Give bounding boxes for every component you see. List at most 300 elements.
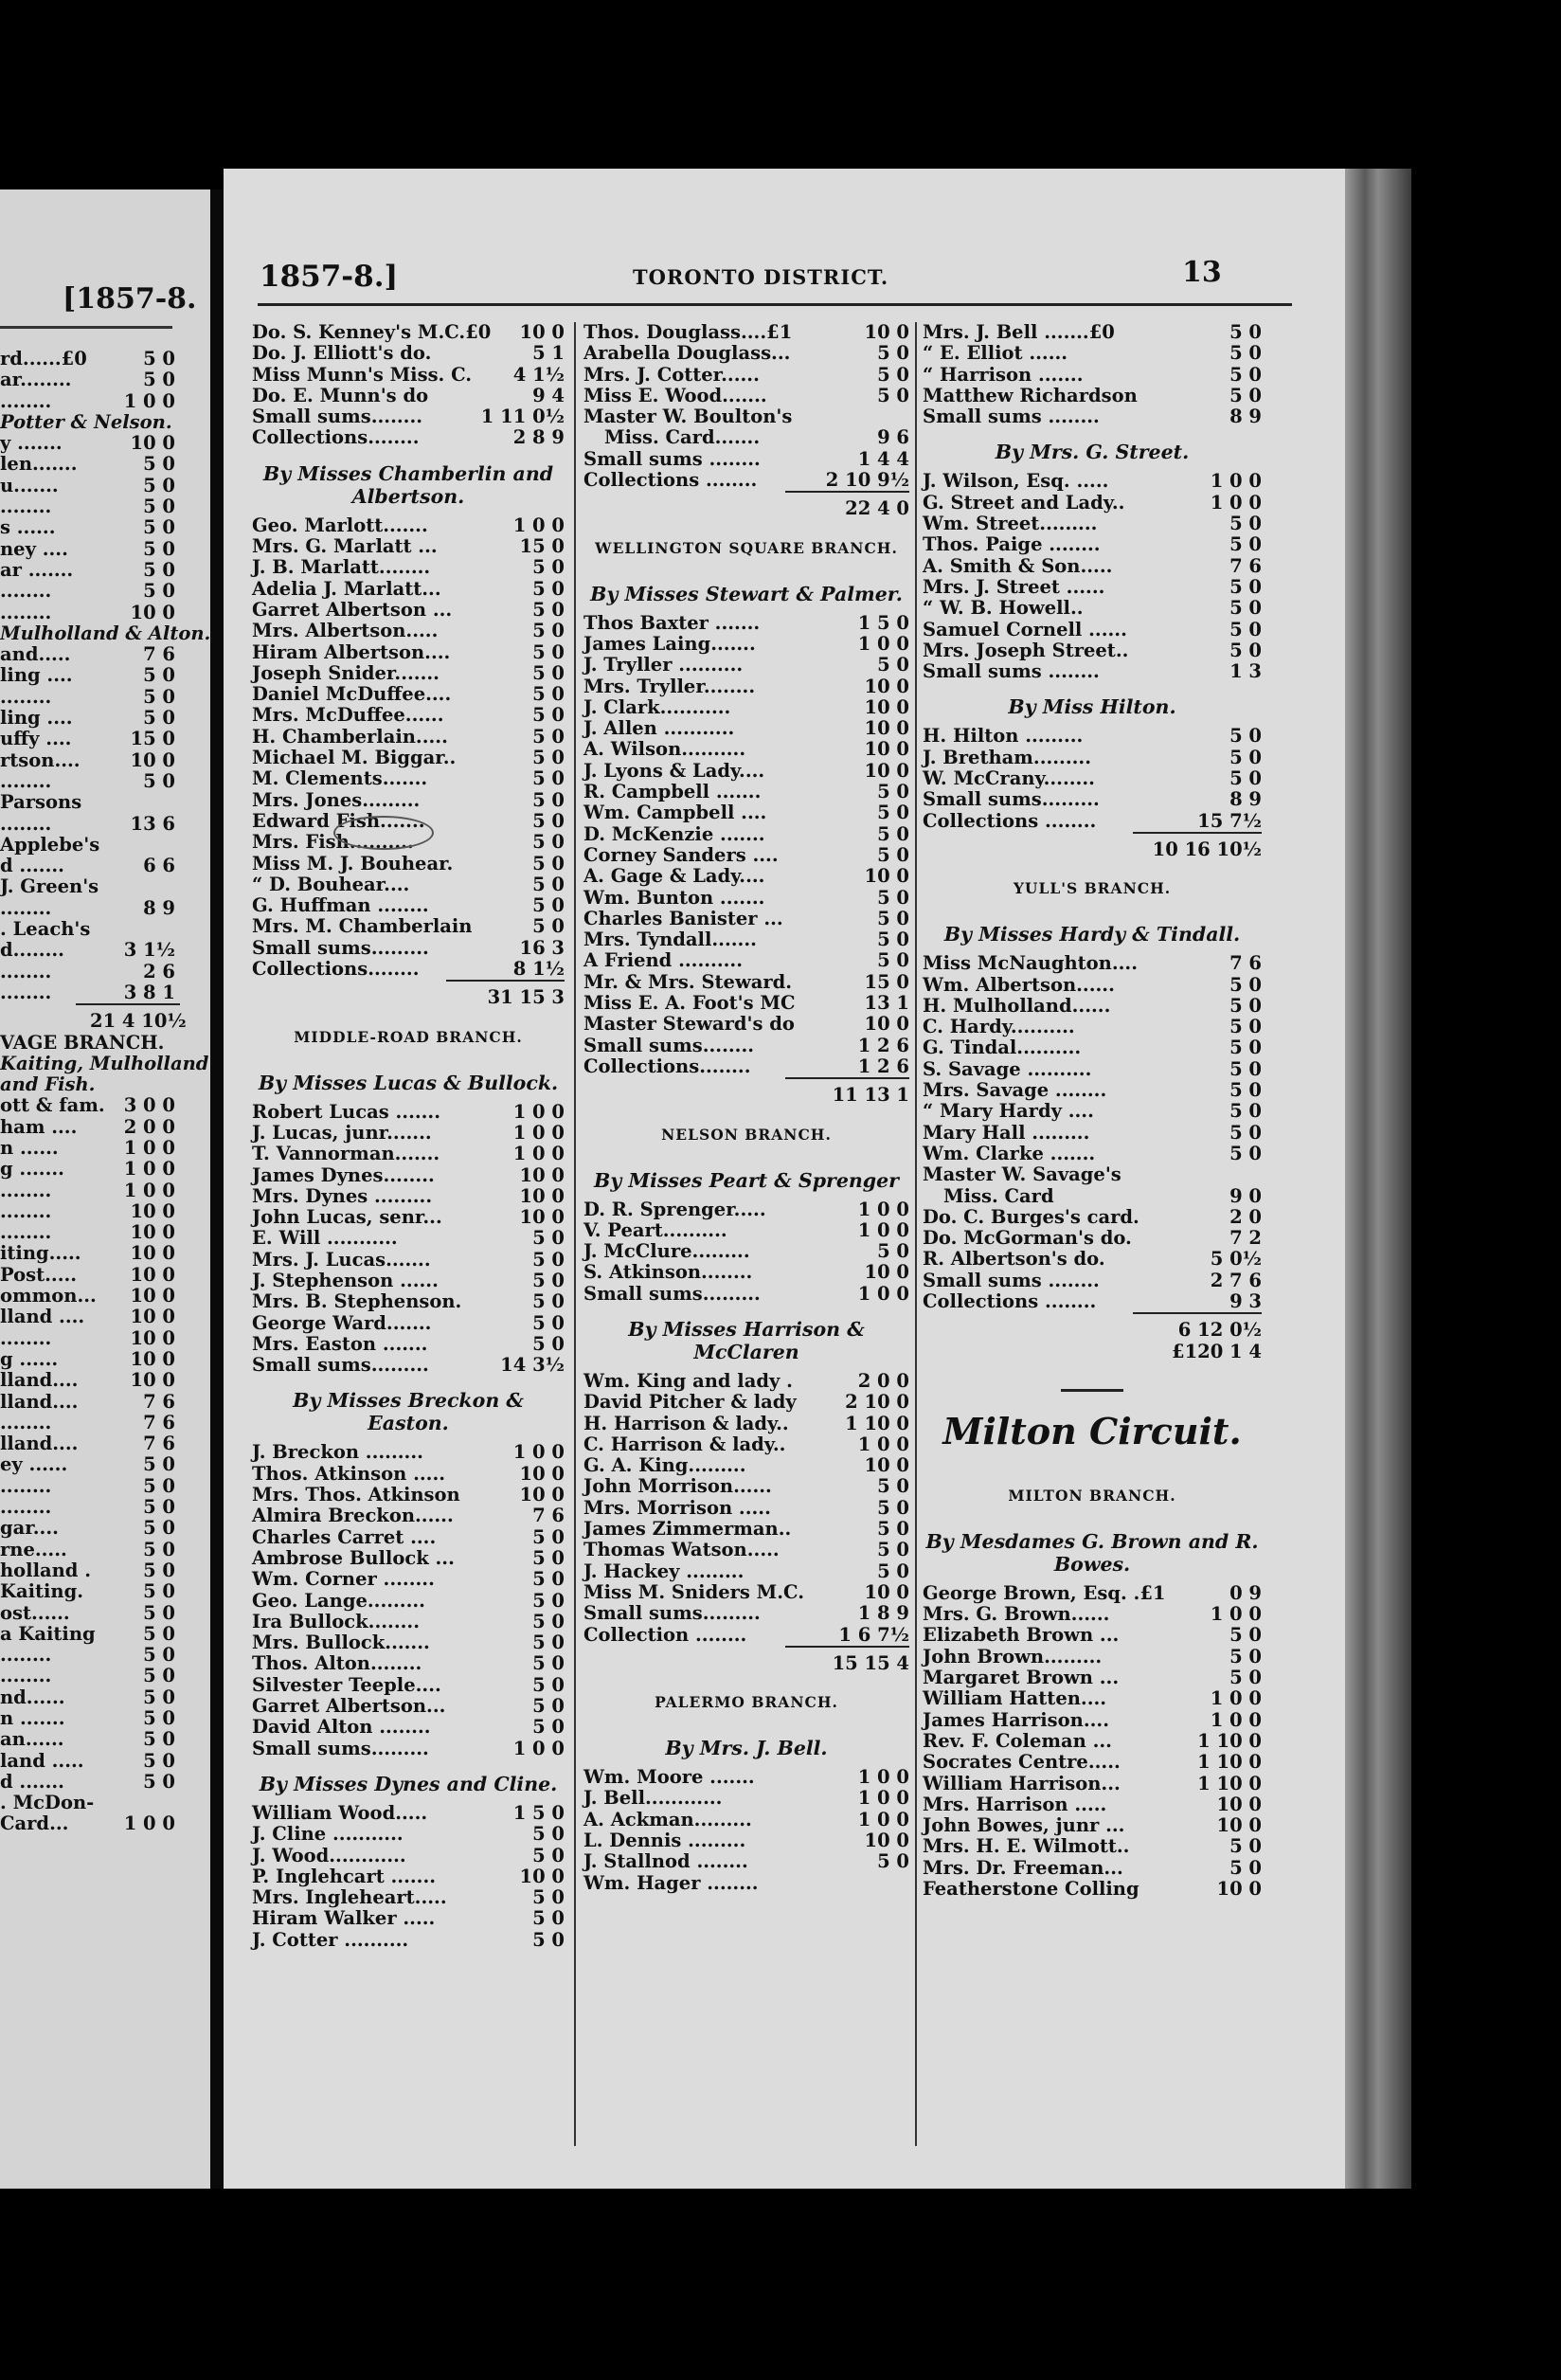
list-item <box>252 938 565 959</box>
subscriber-name: Mrs. J. Lucas....... <box>252 1248 431 1271</box>
amount: 10 0 <box>130 601 175 623</box>
amount: 5 0 <box>877 929 909 951</box>
amount: 10 0 <box>519 1865 565 1887</box>
amount: 3 8 1 <box>123 981 175 1003</box>
amount: 5 0 <box>532 1673 565 1696</box>
amount: 5 0 <box>143 1453 175 1476</box>
subscriber-name: Ambrose Bullock ... <box>252 1546 455 1569</box>
subscriber-name: . McDon- <box>0 1792 95 1814</box>
amount: 8 9 <box>1229 788 1262 811</box>
subscriber-name: uffy .... <box>0 728 72 750</box>
amount: 2 0 0 <box>857 1369 909 1392</box>
list-item <box>252 895 565 916</box>
list-item <box>252 705 565 726</box>
subscriber-name: gar.... <box>0 1517 59 1540</box>
subscriber-name: Mary Hall ......... <box>923 1121 1090 1144</box>
subscriber-name: J. Stallnod ........ <box>583 1850 748 1873</box>
subscriber-name: D. R. Sprenger..... <box>583 1198 766 1220</box>
branch-title: MILTON BRANCH. <box>1008 1486 1176 1505</box>
amount: 5 0 <box>877 1496 909 1519</box>
branch-title: MIDDLE-ROAD BRANCH. <box>294 1027 523 1046</box>
list-item <box>252 322 565 343</box>
list-item <box>252 1717 565 1738</box>
amount: 7 6 <box>143 1390 175 1413</box>
header-rule <box>258 303 1292 306</box>
subscriber-name: “ W. B. Howell.. <box>923 597 1084 620</box>
subscriber-name: Silvester Teeple.... <box>252 1673 441 1696</box>
amount: 10 16 10½ <box>1152 838 1262 860</box>
subscriber-name: ........ <box>0 601 52 623</box>
list-item <box>583 1262 909 1283</box>
amount: 5 0 <box>1229 639 1262 661</box>
amount: 15 7½ <box>1197 809 1262 832</box>
list-item <box>583 406 909 427</box>
amount: 8 9 <box>1229 406 1262 428</box>
list-item <box>923 343 1262 364</box>
amount: 7 6 <box>143 643 175 666</box>
amount: 5 0 <box>1229 1016 1262 1038</box>
amount: 5 0 <box>532 640 565 663</box>
amount: 16 3 <box>519 936 565 959</box>
amount: 10 0 <box>519 321 565 343</box>
subscriber-name: Hiram Albertson.... <box>252 640 451 663</box>
subscriber-name: Samuel Cornell ...... <box>923 618 1127 640</box>
subscriber-name: Post..... <box>0 1263 78 1286</box>
list-item <box>252 1334 565 1355</box>
list-item <box>923 996 1262 1017</box>
subscriber-name: Adelia J. Marlatt... <box>252 577 441 600</box>
amount: 5 0 <box>532 1589 565 1612</box>
amount: 1 0 0 <box>857 632 909 655</box>
subscriber-name: Mrs. Bullock....... <box>252 1632 430 1654</box>
amount: 5 0 <box>1229 1142 1262 1164</box>
amount: 5 0 <box>877 949 909 972</box>
subscriber-name: J. Stephenson ...... <box>252 1269 439 1291</box>
amount: 5 0 <box>532 915 565 938</box>
subscriber-name: ........ <box>0 1326 52 1349</box>
amount: 10 0 <box>864 1454 909 1477</box>
left-page <box>0 189 210 2189</box>
amount: 10 0 <box>1216 1793 1262 1815</box>
amount: 5 0 <box>1229 1645 1262 1668</box>
subscriber-name: d........ <box>0 939 64 962</box>
subscriber-name: T. Vannorman....... <box>252 1143 440 1165</box>
list-item <box>252 1355 565 1376</box>
subscriber-name: Thomas Watson..... <box>583 1539 780 1561</box>
subscriber-name: Thos. Atkinson ..... <box>252 1462 446 1485</box>
subscriber-name: ott & fam. <box>0 1094 105 1117</box>
list-item <box>252 1291 565 1312</box>
amount: 1 10 0 <box>845 1412 909 1434</box>
amount: 1 0 0 <box>1210 1708 1262 1731</box>
amount: 2 6 <box>143 960 175 983</box>
amount: 7 6 <box>143 1411 175 1433</box>
subscriber-name: land ..... <box>0 1749 84 1772</box>
amount: 10 0 <box>130 1263 175 1286</box>
list-item <box>252 536 565 557</box>
subscriber-name: R. Albertson's do. <box>923 1248 1105 1271</box>
list-item <box>252 1612 565 1632</box>
amount: 6 12 0½ <box>1177 1319 1262 1342</box>
subscriber-name: Miss Munn's Miss. C. <box>252 363 473 386</box>
subscriber-name: David Alton ........ <box>252 1716 431 1739</box>
subscriber-name: H. Hilton ......... <box>923 725 1084 748</box>
subscriber-name: n ...... <box>0 1136 59 1159</box>
list-item <box>583 1767 909 1788</box>
amount: 5 0 <box>532 747 565 769</box>
subscriber-name: Master W. Savage's <box>923 1163 1121 1186</box>
column-3 <box>923 322 1262 1900</box>
list-item <box>583 824 909 845</box>
amount: 5 0 <box>877 1240 909 1263</box>
subscriber-name: Wm. Street......... <box>923 513 1098 535</box>
subscriber-name: Parsons <box>0 791 82 814</box>
amount: 5 0 <box>143 1474 175 1497</box>
amount: 5 0 <box>532 1823 565 1846</box>
subscriber-name: James Harrison.... <box>923 1708 1109 1731</box>
list-item <box>0 1286 189 1307</box>
amount: 5 0 <box>1229 994 1262 1017</box>
amount: 1 0 0 <box>512 1121 565 1144</box>
list-item <box>583 718 909 739</box>
page-edges <box>1345 169 1411 2189</box>
amount: 10 0 <box>130 1347 175 1370</box>
subscriber-name: s ...... <box>0 516 56 539</box>
subscriber-name: Mrs. Morrison ..... <box>583 1496 771 1519</box>
subscriber-name: . Leach's <box>0 918 91 941</box>
amount: £120 1 4 <box>1172 1340 1262 1362</box>
amount: 10 0 <box>130 1369 175 1392</box>
amount: 5 0 <box>1229 1037 1262 1059</box>
list-item <box>583 613 909 634</box>
list-item <box>252 684 565 705</box>
subscriber-name: Michael M. Biggar.. <box>252 747 457 769</box>
list-item <box>0 1095 189 1116</box>
amount: 8 1½ <box>512 958 565 981</box>
amount: 5 0 <box>1229 1057 1262 1080</box>
subscriber-name: J. Lyons & Lady.... <box>583 759 765 782</box>
amount: 1 6 7½ <box>838 1623 909 1646</box>
subscriber-name: J. Clark........... <box>583 695 731 718</box>
list-item <box>252 1887 565 1908</box>
subscriber-name: d ....... <box>0 1770 64 1793</box>
list-item <box>923 953 1262 974</box>
amount: 5 0 <box>1229 513 1262 535</box>
amount: 5 0 <box>532 1652 565 1675</box>
subscriber-name: H. Mulholland...... <box>923 994 1111 1017</box>
list-item <box>923 1186 1262 1207</box>
amount: 5 0 <box>532 1928 565 1951</box>
list-item <box>923 748 1262 768</box>
subscriber-name: ar ....... <box>0 558 74 581</box>
list-item <box>923 1879 1262 1900</box>
list-item <box>0 1540 189 1560</box>
subscriber-name: Mrs. J. Bell .......£0 <box>923 321 1115 343</box>
list-item <box>252 916 565 937</box>
amount: 21 4 10½ <box>90 1010 187 1033</box>
list-item <box>252 621 565 641</box>
amount: 1 10 0 <box>1197 1751 1262 1774</box>
subscriber-name: Master W. Boulton's <box>583 406 793 428</box>
list-item <box>923 386 1262 406</box>
amount: 5 0 <box>143 496 175 518</box>
amount: 31 15 3 <box>487 986 565 1009</box>
list-item <box>923 1858 1262 1879</box>
amount: 5 0 <box>143 1517 175 1540</box>
list-item <box>0 1793 189 1813</box>
amount: 15 0 <box>130 728 175 750</box>
amount: 1 0 0 <box>857 1218 909 1241</box>
list-item <box>583 1873 909 1894</box>
subscriber-name: iting..... <box>0 1242 81 1265</box>
subscriber-name: ar........ <box>0 369 72 391</box>
list-item <box>583 470 909 491</box>
list-item <box>0 1645 189 1666</box>
amount: 9 6 <box>877 426 909 449</box>
list-item <box>252 1632 565 1653</box>
list-item <box>0 1497 189 1518</box>
list-item <box>923 322 1262 343</box>
list-item <box>0 898 189 919</box>
main-page <box>224 169 1345 2189</box>
list-item <box>252 987 565 1008</box>
list-item <box>252 959 565 980</box>
list-item <box>252 515 565 536</box>
subscriber-name: Mrs. McDuffee...... <box>252 704 444 727</box>
subscriber-name: A. Smith & Son..... <box>923 554 1113 577</box>
list-item <box>0 962 189 983</box>
subscriber-name: G. Street and Lady.. <box>923 491 1125 514</box>
amount: 1 0 0 <box>857 1433 909 1455</box>
subscriber-name: Garret Albertson ... <box>252 598 453 621</box>
circuit-rule <box>1061 1389 1123 1392</box>
amount: 5 0 <box>143 1559 175 1581</box>
list-item <box>923 1342 1262 1362</box>
amount: 5 0 <box>143 348 175 370</box>
list-item <box>0 1328 189 1349</box>
amount: 5 0 <box>532 661 565 684</box>
list-item <box>252 1102 565 1123</box>
subscriber-name: Thos. Douglass....£1 <box>583 321 793 343</box>
section-heading: By Misses Hardy & Tindall. <box>943 923 1241 947</box>
amount: 5 0 <box>877 342 909 365</box>
amount: 9 3 <box>1229 1289 1262 1312</box>
subscriber-name: P. Inglehcart ....... <box>252 1865 437 1887</box>
list-item <box>0 370 189 390</box>
subscriber-name: Kaiting, Mulholland <box>0 1052 209 1074</box>
subscriber-name: John Brown......... <box>923 1645 1103 1668</box>
amount: 5 0 <box>532 620 565 642</box>
list-item <box>0 750 189 771</box>
amount: 5 0 <box>1229 597 1262 620</box>
list-item <box>0 391 189 412</box>
subscriber-name: Card... <box>0 1812 69 1835</box>
list-item <box>0 729 189 749</box>
list-item <box>252 1930 565 1951</box>
amount: 5 0 <box>143 1770 175 1793</box>
subscriber-name: Mrs. G. Marlatt ... <box>252 535 438 558</box>
list-item <box>583 676 909 697</box>
list-item <box>583 1220 909 1241</box>
subscriber-name: rne..... <box>0 1538 67 1560</box>
subscriber-name: Thos. Alton........ <box>252 1652 422 1675</box>
subscriber-name: Mrs. Tyndall....... <box>583 929 757 951</box>
list-item <box>583 888 909 909</box>
subscriber-name: “ D. Bouhear.... <box>252 873 410 895</box>
amount: 10 0 <box>130 1285 175 1307</box>
subscriber-name: u....... <box>0 474 59 496</box>
amount: 1 0 0 <box>512 1737 565 1759</box>
amount: 5 0 <box>532 831 565 854</box>
amount: 5 0 <box>1229 575 1262 598</box>
list-item <box>583 1455 909 1476</box>
subscriber-name: H. Chamberlain..... <box>252 725 448 748</box>
amount: 5 0 <box>1229 1835 1262 1858</box>
list-item <box>0 1392 189 1413</box>
subscriber-name: M. Clements....... <box>252 767 428 790</box>
list-item <box>923 534 1262 555</box>
section-heading: By Misses Stewart & Palmer. <box>590 582 903 605</box>
list-item <box>252 1569 565 1590</box>
list-item <box>0 1433 189 1454</box>
amount: 10 0 <box>864 321 909 343</box>
amount: 10 0 <box>864 759 909 782</box>
list-item <box>923 1017 1262 1037</box>
subscriber-name: Kaiting. <box>0 1580 84 1603</box>
subscriber-name: Small sums ........ <box>583 447 761 470</box>
amount: 5 0 <box>143 1728 175 1751</box>
list-item <box>0 622 210 644</box>
subscriber-name: nd...... <box>0 1686 65 1708</box>
list-item <box>252 579 565 600</box>
list-item <box>252 874 565 895</box>
list-item <box>252 600 565 621</box>
list-item <box>0 1201 189 1222</box>
column-1 <box>252 322 565 1951</box>
subscriber-name: Matthew Richardson <box>923 384 1138 406</box>
amount: 5 0 <box>143 453 175 476</box>
list-item <box>252 1824 565 1845</box>
subscriber-name: Geo. Marlott....... <box>252 514 428 536</box>
amount: 1 0 0 <box>857 1198 909 1220</box>
subscriber-name: Miss. Card....... <box>604 426 761 449</box>
subscriber-name: George Brown, Esq. .£1 <box>923 1581 1166 1604</box>
subscriber-name: ........ <box>0 685 52 708</box>
subscriber-name: Do. C. Burges's card. <box>923 1205 1139 1228</box>
subscriber-name: Miss M. J. Bouhear. <box>252 852 454 874</box>
list-item <box>583 1582 909 1603</box>
list-item <box>923 493 1262 514</box>
subscriber-name: Featherstone Colling <box>923 1878 1139 1901</box>
list-item <box>252 365 565 386</box>
amount: 1 0 0 <box>123 1812 175 1835</box>
list-item <box>583 1851 909 1872</box>
subscriber-name: Wm. Campbell .... <box>583 802 767 824</box>
list-item <box>923 1774 1262 1794</box>
list-item <box>923 1037 1262 1058</box>
amount: 5 0 <box>532 1610 565 1632</box>
subscriber-name: Collections ........ <box>583 469 758 492</box>
list-item <box>0 349 189 370</box>
amount: 5 0½ <box>1210 1248 1262 1271</box>
amount: 5 0 <box>532 1568 565 1591</box>
subscriber-name: a Kaiting <box>0 1622 96 1645</box>
list-item <box>923 1228 1262 1249</box>
list-item <box>0 1772 189 1793</box>
subscriber-name: Mrs. Dynes ......... <box>252 1184 433 1207</box>
list-item <box>923 1794 1262 1815</box>
amount: 1 0 0 <box>512 514 565 536</box>
list-item <box>583 739 909 760</box>
amount: 5 0 <box>877 907 909 929</box>
list-item <box>583 1371 909 1392</box>
subscriber-name: V. Peart.......... <box>583 1218 727 1241</box>
subscriber-name: len....... <box>0 453 78 476</box>
subscriber-name: Small sums........ <box>252 406 423 428</box>
amount: 5 0 <box>877 822 909 845</box>
subscriber-name: Do. J. Elliott's do. <box>252 342 432 365</box>
section-heading: By Misses Harrison & McClaren <box>628 1317 865 1363</box>
amount: 10 0 <box>519 1206 565 1229</box>
list-item <box>252 1696 565 1717</box>
subscriber-name: ........ <box>0 389 52 412</box>
list-item <box>583 1498 909 1519</box>
subscriber-name: Mrs. Dr. Freeman... <box>923 1856 1123 1879</box>
list-item <box>0 983 189 1003</box>
amount: 5 0 <box>532 767 565 790</box>
amount: 10 0 <box>864 865 909 888</box>
list-item <box>0 1159 189 1180</box>
subscriber-name: Mrs. J. Street ...... <box>923 575 1105 598</box>
subscriber-name: rtson.... <box>0 748 81 771</box>
amount: 10 0 <box>130 748 175 771</box>
subscriber-name: Small sums......... <box>583 1602 761 1625</box>
list-item <box>0 560 189 581</box>
amount: 15 0 <box>864 970 909 993</box>
subscriber-name: ........ <box>0 1199 52 1222</box>
subscriber-name: John Bowes, junr ... <box>923 1814 1125 1837</box>
subscriber-name: Mrs. H. E. Wilmott.. <box>923 1835 1130 1858</box>
amount: 5 0 <box>143 537 175 560</box>
subscriber-name: Potter & Nelson. <box>0 410 172 433</box>
subscriber-name: Mrs. Savage ........ <box>923 1079 1107 1102</box>
amount: 7 6 <box>1229 554 1262 577</box>
amount: 10 0 <box>864 1261 909 1284</box>
amount: 5 0 <box>877 781 909 803</box>
amount: 1 5 0 <box>857 611 909 634</box>
subscriber-name: James Dynes........ <box>252 1163 435 1186</box>
list-item <box>583 1476 909 1497</box>
subscriber-name: holland . <box>0 1559 92 1581</box>
list-item <box>252 854 565 874</box>
list-item <box>583 1625 909 1646</box>
list-item <box>583 386 909 406</box>
subscriber-name: Wm. Clarke ....... <box>923 1142 1096 1164</box>
amount: 5 0 <box>532 1695 565 1718</box>
subscriber-name: “ E. Elliot ...... <box>923 342 1068 365</box>
subscriber-name: ........ <box>0 1665 52 1687</box>
subscriber-name: Mulholland & Alton. <box>0 622 210 644</box>
book-gutter <box>210 189 224 2189</box>
subscriber-name: Collections........ <box>252 958 420 981</box>
list-item <box>252 1464 565 1485</box>
list-item <box>252 1186 565 1207</box>
list-item <box>0 856 189 876</box>
list-item <box>252 1313 565 1334</box>
subscriber-name: Small sums........ <box>583 1034 755 1056</box>
subscriber-name: Mrs. Tryller........ <box>583 675 756 697</box>
subscriber-name: S. Savage .......... <box>923 1057 1092 1080</box>
